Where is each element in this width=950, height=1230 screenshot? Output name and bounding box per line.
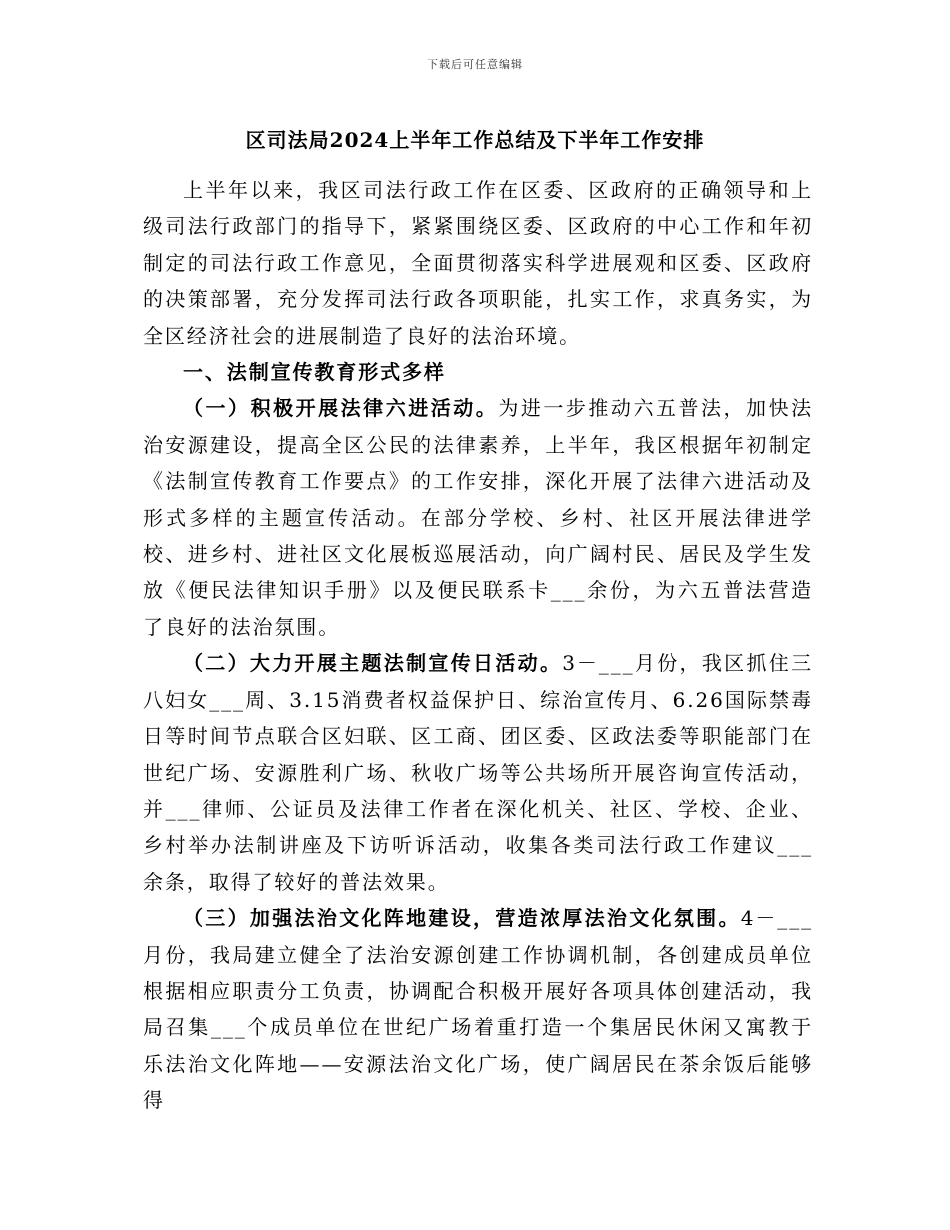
- section-heading: 一、法制宣传教育形式多样: [183, 360, 446, 385]
- header-note: 下载后可任意编辑: [427, 58, 523, 71]
- section-item-lead: （三）加强法治文化阵地建设，营造浓厚法治文化氛围。: [183, 906, 741, 931]
- section-item-2: [143, 645, 813, 900]
- section-item-3: [143, 900, 813, 1118]
- section-item-text: 4－___月份，我局建立健全了法治安源创建工作协调机制，各创建成员单位根据相应职责分工负责，协调配合积极开展好各项具体创建活动，我局召集___个成员单位在世纪广场着重打造一个集居民休闲又寓教于乐法治文化阵地——安源法治文化广场，使广阔居民在茶余饭后能够得: [143, 906, 813, 1113]
- section-item-lead: （二）大力开展主题法制宣传日活动。: [183, 651, 563, 676]
- section-item-text: 为进一步推动六五普法，加快法治安源建设，提高全区公民的法律素养，上半年，我区根据年初制定《法制宣传教育工作要点》的工作安排，深化开展了法律六进活动及形式多样的主题宣传活动。在部分学校、乡村、社区开展法律进学校、进乡村、进社区文化展板巡展活动，向广阔村民、居民及学生发放《便民法律知识手册》以及便民联系卡___余份，为六五普法营造了良好的法治氛围。: [143, 396, 813, 639]
- document-title: 区司法局2024上半年工作总结及下半年工作安排: [245, 128, 705, 152]
- intro-paragraph: 上半年以来，我区司法行政工作在区委、区政府的正确领导和上级司法行政部门的指导下，紧紧围绕区委、区政府的中心工作和年初制定的司法行政工作意见，全面贯彻落实科学进展观和区委、区政府的决策部署，充分发挥司法行政各项职能，扎实工作，求真务实，为全区经济社会的进展制造了良好的法治环境。: [143, 178, 813, 348]
- section-item-1: [143, 390, 813, 645]
- section-item-lead: （一）积极开展法律六进活动。: [183, 396, 499, 421]
- section-item-text: 3－___月份，我区抓住三八妇女___周、3.15消费者权益保护日、综治宣传月、6.26国际禁毒日等时间节点联合区妇联、区工商、团区委、区政法委等职能部门在世纪广场、安源胜利广场、秋收广场等公共场所开展咨询宣传活动，并___律师、公证员及法律工作者在深化机关、社区、学校、企业、乡村举办法制讲座及下访听诉活动，收集各类司法行政工作建议___余条，取得了较好的普法效果。: [143, 651, 813, 894]
- document-body: [143, 172, 813, 1119]
